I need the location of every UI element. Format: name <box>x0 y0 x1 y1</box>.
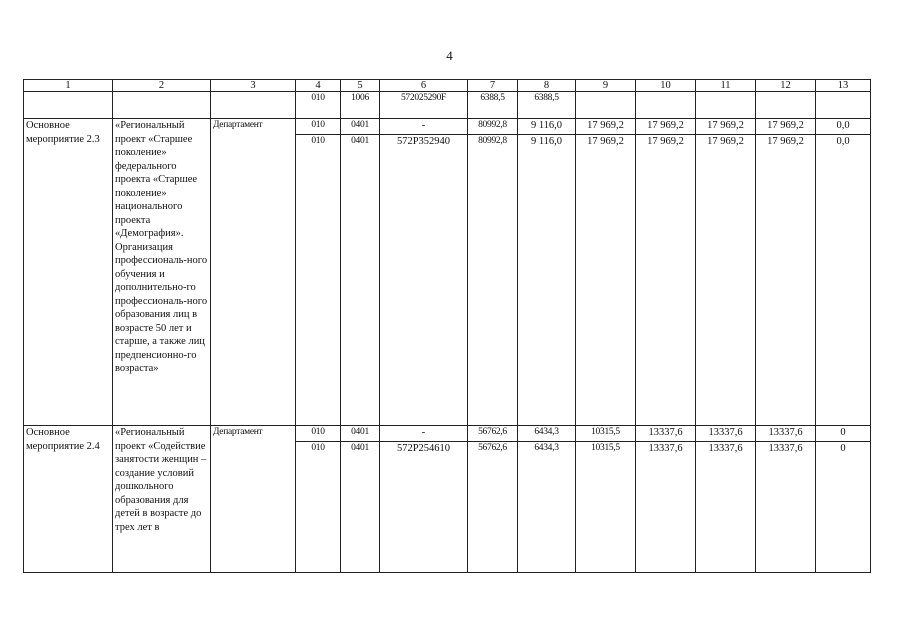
measure-name: Основное мероприятие 2.3 <box>24 119 113 426</box>
cell: 572P254610 <box>380 442 468 573</box>
cell: 010 <box>296 135 341 426</box>
column-header: 5 <box>341 80 380 92</box>
cell: 9 116,0 <box>518 119 576 135</box>
column-header: 9 <box>576 80 636 92</box>
column-header: 7 <box>468 80 518 92</box>
column-header: 11 <box>696 80 756 92</box>
cell: 010 <box>296 119 341 135</box>
executor: Департамент <box>211 426 296 573</box>
executor: Департамент <box>211 119 296 426</box>
cell: 6434,3 <box>518 442 576 573</box>
cell: 0 <box>816 426 871 442</box>
header-row <box>24 80 871 92</box>
cell: 9 116,0 <box>518 135 576 426</box>
cell: 010 <box>296 92 341 119</box>
cell: 80992,8 <box>468 119 518 135</box>
column-header: 12 <box>756 80 816 92</box>
cell: 1006 <box>341 92 380 119</box>
cell: 13337,6 <box>636 442 696 573</box>
column-header: 2 <box>113 80 211 92</box>
column-header: 13 <box>816 80 871 92</box>
column-header: 8 <box>518 80 576 92</box>
cell: 10315,5 <box>576 426 636 442</box>
cell: 17 969,2 <box>756 135 816 426</box>
cell: 17 969,2 <box>576 135 636 426</box>
cell: 0401 <box>341 442 380 573</box>
cell: 56762,6 <box>468 426 518 442</box>
column-header: 10 <box>636 80 696 92</box>
table-row <box>24 426 871 442</box>
cell: 6388,5 <box>518 92 576 119</box>
column-header: 1 <box>24 80 113 92</box>
cell: 13337,6 <box>636 426 696 442</box>
budget-table <box>23 79 871 573</box>
cell: 0401 <box>341 426 380 442</box>
cell: 17 969,2 <box>756 119 816 135</box>
measure-description: «Региональный проект «Старшее поколение» федерального проекта «Старшее поколение» национального проекта «Демография». Организация профессиональ-ного обучения и дополнительно-го профессиональ-ного образования лиц в возрасте 50 лет и старше, а также лиц предпенсионно-го возраста» <box>113 119 211 426</box>
cell: 13337,6 <box>696 426 756 442</box>
cell: 572025290F <box>380 92 468 119</box>
table-row <box>24 92 871 119</box>
cell: 56762,6 <box>468 442 518 573</box>
cell: 010 <box>296 442 341 573</box>
cell: 0401 <box>341 135 380 426</box>
cell: 10315,5 <box>576 442 636 573</box>
measure-name: Основное мероприятие 2.4 <box>24 426 113 573</box>
cell: 572P352940 <box>380 135 468 426</box>
cell: 17 969,2 <box>636 135 696 426</box>
column-header: 4 <box>296 80 341 92</box>
measure-description: «Региональный проект «Содействие занятости женщин – создание условий дошкольного образования для детей в возрасте до трех лет в <box>113 426 211 573</box>
cell: 6434,3 <box>518 426 576 442</box>
cell: 13337,6 <box>756 442 816 573</box>
cell: - <box>380 426 468 442</box>
cell: 0401 <box>341 119 380 135</box>
cell: 80992,8 <box>468 135 518 426</box>
cell: 0 <box>816 442 871 573</box>
cell: 17 969,2 <box>576 119 636 135</box>
cell: 13337,6 <box>756 426 816 442</box>
cell: 17 969,2 <box>696 119 756 135</box>
column-header: 6 <box>380 80 468 92</box>
cell: 010 <box>296 426 341 442</box>
page-number: 4 <box>446 48 453 63</box>
column-header: 3 <box>211 80 296 92</box>
cell: 17 969,2 <box>696 135 756 426</box>
cell: - <box>380 119 468 135</box>
cell: 0,0 <box>816 135 871 426</box>
cell: 13337,6 <box>696 442 756 573</box>
cell: 6388,5 <box>468 92 518 119</box>
cell: 17 969,2 <box>636 119 696 135</box>
cell: 0,0 <box>816 119 871 135</box>
table-row <box>24 119 871 135</box>
